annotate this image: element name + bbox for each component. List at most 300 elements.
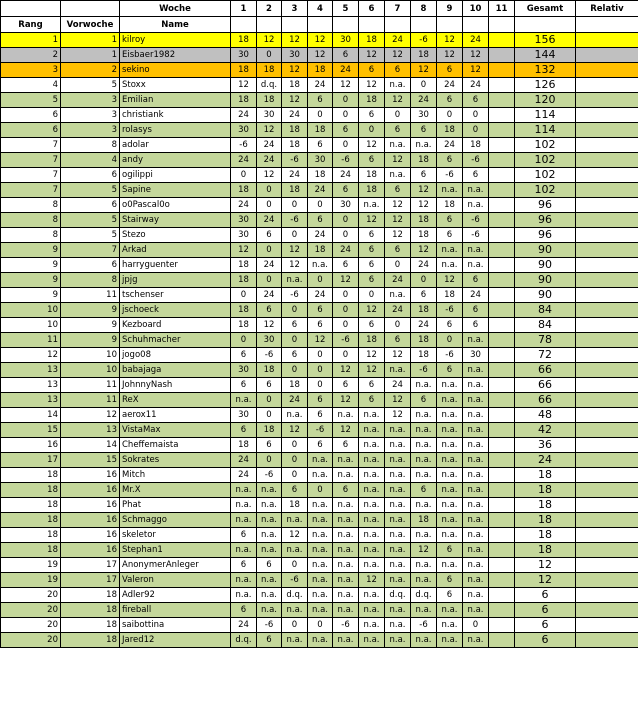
week-10-cell: n.a. bbox=[463, 183, 489, 198]
week-6-cell: 18 bbox=[359, 93, 385, 108]
week-11-cell bbox=[489, 168, 515, 183]
week-4-cell: -6 bbox=[308, 423, 333, 438]
week-8-cell: d.q. bbox=[411, 588, 437, 603]
relativ-cell bbox=[576, 273, 638, 288]
rang-cell: 17 bbox=[1, 453, 61, 468]
name-cell: ogilippi bbox=[120, 168, 231, 183]
header-week-11: 11 bbox=[489, 1, 515, 17]
week-5-cell: n.a. bbox=[333, 558, 359, 573]
week-10-cell: n.a. bbox=[463, 543, 489, 558]
week-6-cell: 12 bbox=[359, 573, 385, 588]
week-11-cell bbox=[489, 93, 515, 108]
week-1-cell: 18 bbox=[231, 33, 257, 48]
rang-cell: 18 bbox=[1, 468, 61, 483]
week-7-cell: 12 bbox=[385, 48, 411, 63]
name-cell: harryguenter bbox=[120, 258, 231, 273]
rang-cell: 20 bbox=[1, 588, 61, 603]
relativ-cell bbox=[576, 618, 638, 633]
week-8-cell: 24 bbox=[411, 93, 437, 108]
table-row bbox=[1, 33, 638, 48]
name-cell: jschoeck bbox=[120, 303, 231, 318]
table-row bbox=[1, 633, 638, 648]
table-row bbox=[1, 438, 638, 453]
relativ-cell bbox=[576, 633, 638, 648]
vorwoche-cell: 6 bbox=[61, 258, 120, 273]
table-row bbox=[1, 348, 638, 363]
relativ-cell bbox=[576, 228, 638, 243]
week-10-cell: n.a. bbox=[463, 603, 489, 618]
name-cell: Valeron bbox=[120, 573, 231, 588]
week-11-cell bbox=[489, 33, 515, 48]
rang-cell: 7 bbox=[1, 183, 61, 198]
week-5-cell: 24 bbox=[333, 243, 359, 258]
week-6-cell: n.a. bbox=[359, 513, 385, 528]
vorwoche-cell: 8 bbox=[61, 138, 120, 153]
week-6-cell: 12 bbox=[359, 48, 385, 63]
week-10-cell: n.a. bbox=[463, 393, 489, 408]
rang-cell: 18 bbox=[1, 498, 61, 513]
header-week-6: 6 bbox=[359, 1, 385, 17]
week-1-cell: n.a. bbox=[231, 483, 257, 498]
week-1-cell: 6 bbox=[231, 603, 257, 618]
week-8-cell: 0 bbox=[411, 78, 437, 93]
vorwoche-cell: 11 bbox=[61, 393, 120, 408]
relativ-cell bbox=[576, 33, 638, 48]
week-6-cell: 0 bbox=[359, 123, 385, 138]
week-4-cell: 0 bbox=[308, 618, 333, 633]
week-3-cell: 18 bbox=[282, 498, 308, 513]
table-row bbox=[1, 138, 638, 153]
week-1-cell: 30 bbox=[231, 123, 257, 138]
week-1-cell: 18 bbox=[231, 273, 257, 288]
week-6-cell: 18 bbox=[359, 168, 385, 183]
header-vorwoche: Vorwoche bbox=[61, 17, 120, 33]
week-4-cell: 0 bbox=[308, 108, 333, 123]
table-row bbox=[1, 213, 638, 228]
week-11-cell bbox=[489, 408, 515, 423]
week-9-cell: n.a. bbox=[437, 603, 463, 618]
week-9-cell: n.a. bbox=[437, 468, 463, 483]
week-2-cell: 12 bbox=[257, 33, 282, 48]
gesamt-cell: 114 bbox=[515, 123, 576, 138]
gesamt-cell: 96 bbox=[515, 228, 576, 243]
week-9-cell: 18 bbox=[437, 198, 463, 213]
name-cell: Stoxx bbox=[120, 78, 231, 93]
week-9-cell: 6 bbox=[437, 228, 463, 243]
table-row bbox=[1, 588, 638, 603]
week-5-cell: 0 bbox=[333, 213, 359, 228]
week-4-cell: n.a. bbox=[308, 633, 333, 648]
week-8-cell: n.a. bbox=[411, 138, 437, 153]
header-gesamt: Gesamt bbox=[515, 1, 576, 17]
week-4-cell: 6 bbox=[308, 318, 333, 333]
week-3-cell: 6 bbox=[282, 483, 308, 498]
week-4-cell: 6 bbox=[308, 408, 333, 423]
week-2-cell: n.a. bbox=[257, 498, 282, 513]
week-5-cell: 12 bbox=[333, 363, 359, 378]
week-1-cell: 24 bbox=[231, 468, 257, 483]
week-8-cell: n.a. bbox=[411, 603, 437, 618]
week-11-cell bbox=[489, 258, 515, 273]
week-7-cell: n.a. bbox=[385, 513, 411, 528]
rang-cell: 11 bbox=[1, 333, 61, 348]
vorwoche-cell: 1 bbox=[61, 33, 120, 48]
relativ-cell bbox=[576, 483, 638, 498]
week-2-cell: n.a. bbox=[257, 528, 282, 543]
week-11-cell bbox=[489, 573, 515, 588]
week-3-cell: 0 bbox=[282, 363, 308, 378]
week-7-cell: n.a. bbox=[385, 543, 411, 558]
week-5-cell: 6 bbox=[333, 438, 359, 453]
rang-cell: 20 bbox=[1, 618, 61, 633]
week-10-cell: n.a. bbox=[463, 558, 489, 573]
name-cell: ReX bbox=[120, 393, 231, 408]
name-cell: Mitch bbox=[120, 468, 231, 483]
week-1-cell: 0 bbox=[231, 288, 257, 303]
week-8-cell: 6 bbox=[411, 168, 437, 183]
relativ-cell bbox=[576, 258, 638, 273]
week-5-cell: n.a. bbox=[333, 528, 359, 543]
header-week-1: 1 bbox=[231, 1, 257, 17]
week-5-cell: 0 bbox=[333, 318, 359, 333]
table-row bbox=[1, 378, 638, 393]
week-10-cell: 24 bbox=[463, 288, 489, 303]
ranking-body bbox=[1, 33, 638, 648]
week-3-cell: 0 bbox=[282, 618, 308, 633]
relativ-cell bbox=[576, 603, 638, 618]
week-4-cell: 0 bbox=[308, 363, 333, 378]
week-1-cell: 6 bbox=[231, 348, 257, 363]
week-3-cell: 0 bbox=[282, 558, 308, 573]
week-6-cell: n.a. bbox=[359, 408, 385, 423]
header-name: Name bbox=[120, 17, 231, 33]
gesamt-cell: 24 bbox=[515, 453, 576, 468]
week-10-cell: 6 bbox=[463, 303, 489, 318]
name-cell: tschenser bbox=[120, 288, 231, 303]
gesamt-cell: 18 bbox=[515, 528, 576, 543]
week-10-cell: n.a. bbox=[463, 243, 489, 258]
gesamt-cell: 102 bbox=[515, 153, 576, 168]
week-2-cell: 6 bbox=[257, 228, 282, 243]
week-6-cell: n.a. bbox=[359, 423, 385, 438]
week-11-cell bbox=[489, 483, 515, 498]
week-3-cell: 18 bbox=[282, 123, 308, 138]
relativ-cell bbox=[576, 573, 638, 588]
rang-cell: 8 bbox=[1, 213, 61, 228]
week-7-cell: n.a. bbox=[385, 573, 411, 588]
name-cell: Stezo bbox=[120, 228, 231, 243]
week-6-cell: n.a. bbox=[359, 633, 385, 648]
name-cell: skeletor bbox=[120, 528, 231, 543]
week-1-cell: 12 bbox=[231, 243, 257, 258]
week-9-cell: 24 bbox=[437, 138, 463, 153]
week-11-cell bbox=[489, 228, 515, 243]
week-2-cell: 12 bbox=[257, 123, 282, 138]
week-9-cell: 0 bbox=[437, 108, 463, 123]
week-11-cell bbox=[489, 198, 515, 213]
relativ-cell bbox=[576, 78, 638, 93]
week-6-cell: 6 bbox=[359, 318, 385, 333]
vorwoche-cell: 6 bbox=[61, 198, 120, 213]
week-9-cell: n.a. bbox=[437, 183, 463, 198]
rang-cell: 9 bbox=[1, 273, 61, 288]
rang-cell: 9 bbox=[1, 243, 61, 258]
week-4-cell: n.a. bbox=[308, 498, 333, 513]
week-5-cell: 6 bbox=[333, 378, 359, 393]
vorwoche-cell: 3 bbox=[61, 93, 120, 108]
week-11-cell bbox=[489, 438, 515, 453]
vorwoche-cell: 17 bbox=[61, 573, 120, 588]
relativ-cell bbox=[576, 63, 638, 78]
week-6-cell: 6 bbox=[359, 393, 385, 408]
table-row bbox=[1, 318, 638, 333]
name-cell: Eisbaer1982 bbox=[120, 48, 231, 63]
week-9-cell: 12 bbox=[437, 273, 463, 288]
relativ-cell bbox=[576, 108, 638, 123]
vorwoche-cell: 15 bbox=[61, 453, 120, 468]
rang-cell: 4 bbox=[1, 78, 61, 93]
week-8-cell: 18 bbox=[411, 333, 437, 348]
week-1-cell: n.a. bbox=[231, 513, 257, 528]
week-3-cell: d.q. bbox=[282, 588, 308, 603]
relativ-cell bbox=[576, 558, 638, 573]
week-6-cell: 12 bbox=[359, 78, 385, 93]
week-11-cell bbox=[489, 513, 515, 528]
week-7-cell: n.a. bbox=[385, 363, 411, 378]
rang-cell: 6 bbox=[1, 108, 61, 123]
week-9-cell: n.a. bbox=[437, 483, 463, 498]
week-5-cell: n.a. bbox=[333, 408, 359, 423]
relativ-cell bbox=[576, 123, 638, 138]
name-cell: VistaMax bbox=[120, 423, 231, 438]
gesamt-cell: 78 bbox=[515, 333, 576, 348]
vorwoche-cell: 16 bbox=[61, 513, 120, 528]
week-1-cell: 24 bbox=[231, 108, 257, 123]
week-7-cell: 6 bbox=[385, 333, 411, 348]
week-10-cell: 24 bbox=[463, 33, 489, 48]
table-row bbox=[1, 618, 638, 633]
week-3-cell: n.a. bbox=[282, 603, 308, 618]
gesamt-cell: 36 bbox=[515, 438, 576, 453]
week-2-cell: n.a. bbox=[257, 603, 282, 618]
week-5-cell: -6 bbox=[333, 618, 359, 633]
week-8-cell: -6 bbox=[411, 618, 437, 633]
week-3-cell: 0 bbox=[282, 453, 308, 468]
week-7-cell: 0 bbox=[385, 318, 411, 333]
week-4-cell: n.a. bbox=[308, 573, 333, 588]
vorwoche-cell: 16 bbox=[61, 483, 120, 498]
week-8-cell: 6 bbox=[411, 393, 437, 408]
vorwoche-cell: 11 bbox=[61, 288, 120, 303]
week-8-cell: 18 bbox=[411, 303, 437, 318]
week-11-cell bbox=[489, 303, 515, 318]
week-1-cell: n.a. bbox=[231, 573, 257, 588]
week-7-cell: 12 bbox=[385, 228, 411, 243]
table-row bbox=[1, 393, 638, 408]
week-3-cell: 0 bbox=[282, 468, 308, 483]
week-7-cell: n.a. bbox=[385, 528, 411, 543]
week-7-cell: 12 bbox=[385, 408, 411, 423]
table-row bbox=[1, 228, 638, 243]
relativ-cell bbox=[576, 213, 638, 228]
week-9-cell: 6 bbox=[437, 543, 463, 558]
week-5-cell: 0 bbox=[333, 108, 359, 123]
gesamt-cell: 66 bbox=[515, 393, 576, 408]
vorwoche-cell: 9 bbox=[61, 333, 120, 348]
week-5-cell: n.a. bbox=[333, 588, 359, 603]
week-6-cell: n.a. bbox=[359, 438, 385, 453]
name-cell: jpjg bbox=[120, 273, 231, 288]
week-7-cell: 24 bbox=[385, 273, 411, 288]
week-2-cell: n.a. bbox=[257, 513, 282, 528]
week-3-cell: 18 bbox=[282, 378, 308, 393]
week-10-cell: 12 bbox=[463, 63, 489, 78]
week-6-cell: 6 bbox=[359, 258, 385, 273]
week-11-cell bbox=[489, 183, 515, 198]
week-7-cell: 24 bbox=[385, 303, 411, 318]
table-row bbox=[1, 108, 638, 123]
week-2-cell: 0 bbox=[257, 393, 282, 408]
week-8-cell: 12 bbox=[411, 543, 437, 558]
rang-cell: 13 bbox=[1, 393, 61, 408]
week-10-cell: n.a. bbox=[463, 483, 489, 498]
week-10-cell: -6 bbox=[463, 153, 489, 168]
vorwoche-cell: 18 bbox=[61, 603, 120, 618]
week-2-cell: d.q. bbox=[257, 78, 282, 93]
week-4-cell: 0 bbox=[308, 348, 333, 363]
week-4-cell: 12 bbox=[308, 48, 333, 63]
table-row bbox=[1, 498, 638, 513]
relativ-cell bbox=[576, 468, 638, 483]
week-1-cell: 18 bbox=[231, 63, 257, 78]
week-11-cell bbox=[489, 423, 515, 438]
week-1-cell: n.a. bbox=[231, 498, 257, 513]
week-7-cell: 6 bbox=[385, 63, 411, 78]
gesamt-cell: 6 bbox=[515, 633, 576, 648]
week-7-cell: 12 bbox=[385, 213, 411, 228]
week-8-cell: n.a. bbox=[411, 453, 437, 468]
week-3-cell: n.a. bbox=[282, 633, 308, 648]
vorwoche-cell: 16 bbox=[61, 528, 120, 543]
gesamt-cell: 18 bbox=[515, 513, 576, 528]
week-3-cell: 6 bbox=[282, 348, 308, 363]
week-3-cell: n.a. bbox=[282, 513, 308, 528]
table-row bbox=[1, 558, 638, 573]
header-week-10: 10 bbox=[463, 1, 489, 17]
rang-cell: 18 bbox=[1, 528, 61, 543]
week-9-cell: 6 bbox=[437, 213, 463, 228]
name-cell: Adler92 bbox=[120, 588, 231, 603]
week-3-cell: 0 bbox=[282, 228, 308, 243]
week-10-cell: -6 bbox=[463, 213, 489, 228]
week-10-cell: n.a. bbox=[463, 573, 489, 588]
gesamt-cell: 42 bbox=[515, 423, 576, 438]
rang-cell: 18 bbox=[1, 483, 61, 498]
vorwoche-cell: 2 bbox=[61, 63, 120, 78]
table-row bbox=[1, 423, 638, 438]
table-row bbox=[1, 153, 638, 168]
week-7-cell: 6 bbox=[385, 123, 411, 138]
week-2-cell: 0 bbox=[257, 198, 282, 213]
table-row bbox=[1, 408, 638, 423]
week-10-cell: n.a. bbox=[463, 378, 489, 393]
name-cell: adolar bbox=[120, 138, 231, 153]
name-cell: Stairway bbox=[120, 213, 231, 228]
week-11-cell bbox=[489, 288, 515, 303]
week-4-cell: 24 bbox=[308, 228, 333, 243]
relativ-cell bbox=[576, 393, 638, 408]
week-6-cell: 12 bbox=[359, 348, 385, 363]
week-4-cell: n.a. bbox=[308, 603, 333, 618]
table-row bbox=[1, 48, 638, 63]
name-cell: fireball bbox=[120, 603, 231, 618]
week-7-cell: 12 bbox=[385, 393, 411, 408]
gesamt-cell: 96 bbox=[515, 198, 576, 213]
week-2-cell: 12 bbox=[257, 318, 282, 333]
week-5-cell: n.a. bbox=[333, 498, 359, 513]
gesamt-cell: 6 bbox=[515, 618, 576, 633]
week-10-cell: 6 bbox=[463, 93, 489, 108]
week-1-cell: n.a. bbox=[231, 588, 257, 603]
gesamt-cell: 84 bbox=[515, 318, 576, 333]
week-9-cell: 6 bbox=[437, 363, 463, 378]
week-4-cell: n.a. bbox=[308, 453, 333, 468]
week-8-cell: 12 bbox=[411, 63, 437, 78]
relativ-cell bbox=[576, 453, 638, 468]
name-cell: Sapine bbox=[120, 183, 231, 198]
week-4-cell: 18 bbox=[308, 63, 333, 78]
header-week-7: 7 bbox=[385, 1, 411, 17]
name-cell: saibottina bbox=[120, 618, 231, 633]
gesamt-cell: 132 bbox=[515, 63, 576, 78]
week-10-cell: 18 bbox=[463, 138, 489, 153]
table-row bbox=[1, 543, 638, 558]
week-7-cell: d.q. bbox=[385, 588, 411, 603]
name-cell: o0Pascal0o bbox=[120, 198, 231, 213]
week-4-cell: 0 bbox=[308, 198, 333, 213]
week-2-cell: n.a. bbox=[257, 573, 282, 588]
header-row-bottom bbox=[1, 17, 638, 33]
week-7-cell: 6 bbox=[385, 183, 411, 198]
week-1-cell: 12 bbox=[231, 78, 257, 93]
week-10-cell: n.a. bbox=[463, 633, 489, 648]
week-10-cell: n.a. bbox=[463, 408, 489, 423]
week-7-cell: n.a. bbox=[385, 288, 411, 303]
week-5-cell: 30 bbox=[333, 198, 359, 213]
week-3-cell: 12 bbox=[282, 33, 308, 48]
week-4-cell: 12 bbox=[308, 33, 333, 48]
week-2-cell: 0 bbox=[257, 273, 282, 288]
week-1-cell: 30 bbox=[231, 363, 257, 378]
table-row bbox=[1, 603, 638, 618]
week-8-cell: 18 bbox=[411, 153, 437, 168]
week-5-cell: 24 bbox=[333, 168, 359, 183]
header-week-9: 9 bbox=[437, 1, 463, 17]
vorwoche-cell: 3 bbox=[61, 108, 120, 123]
week-5-cell: n.a. bbox=[333, 453, 359, 468]
relativ-cell bbox=[576, 513, 638, 528]
week-10-cell: n.a. bbox=[463, 528, 489, 543]
table-row bbox=[1, 78, 638, 93]
week-2-cell: 24 bbox=[257, 288, 282, 303]
week-8-cell: n.a. bbox=[411, 468, 437, 483]
week-4-cell: 6 bbox=[308, 393, 333, 408]
week-6-cell: 12 bbox=[359, 363, 385, 378]
vorwoche-cell: 16 bbox=[61, 543, 120, 558]
week-3-cell: -6 bbox=[282, 288, 308, 303]
week-5-cell: 6 bbox=[333, 123, 359, 138]
week-1-cell: -6 bbox=[231, 138, 257, 153]
